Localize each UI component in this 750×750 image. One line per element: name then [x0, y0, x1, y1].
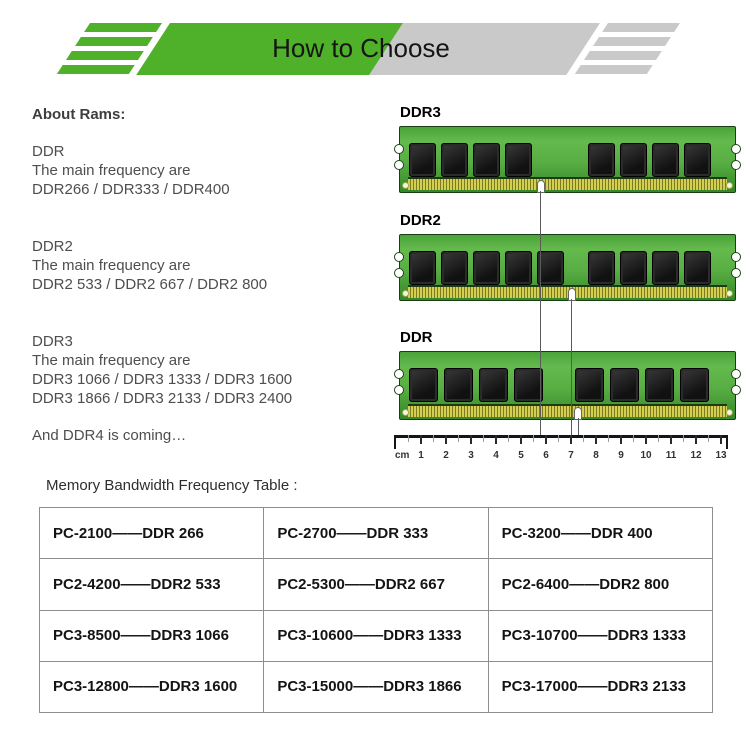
mount-hole — [726, 290, 733, 297]
ruler-number: 4 — [493, 450, 499, 461]
freq-cell: PC3-8500——DDR3 1066 — [40, 610, 264, 661]
ruler-number: 1 — [418, 450, 424, 461]
about-rams-section — [32, 105, 377, 445]
speed-stripe — [602, 23, 680, 32]
ruler-tick — [658, 435, 659, 442]
ruler-number: 3 — [468, 450, 474, 461]
ruler-unit-label: cm — [395, 450, 410, 461]
gold-pins — [408, 404, 727, 417]
ram-chip — [588, 251, 615, 285]
freq-cell: PC3-10700——DDR3 1333 — [488, 610, 712, 661]
ruler-tick — [683, 435, 684, 442]
edge-cutout — [731, 369, 741, 379]
ram-chip — [684, 143, 711, 177]
table-title: Memory Bandwidth Frequency Table : — [46, 477, 298, 494]
ruler-tick — [458, 435, 459, 442]
about-heading: About Rams: — [32, 106, 126, 123]
ruler-number: 5 — [518, 450, 524, 461]
ruler-tick — [633, 435, 634, 442]
edge-cutout — [394, 268, 404, 278]
ddr4-coming-note: And DDR4 is coming… — [32, 427, 187, 444]
ram-module-ddr — [399, 351, 736, 420]
edge-cutout — [394, 144, 404, 154]
chip-group-right — [588, 251, 711, 285]
edge-cutout — [731, 160, 741, 170]
speed-stripe — [75, 37, 153, 46]
ram-generation-name: DDR — [32, 143, 65, 160]
edge-cutout — [394, 385, 404, 395]
ram-chip — [652, 251, 679, 285]
freq-cell: PC-3200——DDR 400 — [488, 508, 712, 559]
ram-frequency-list: DDR3 1066 / DDR3 1333 / DDR3 1600 — [32, 371, 293, 388]
freq-cell: PC3-12800——DDR3 1600 — [40, 661, 264, 712]
ram-label-ddr2: DDR2 — [400, 212, 441, 229]
edge-cutout — [394, 252, 404, 262]
ram-info-ddr — [32, 142, 377, 199]
ruler-tick — [508, 435, 509, 442]
ram-chip — [409, 143, 436, 177]
freq-cell: PC2-5300——DDR2 667 — [264, 559, 488, 610]
ruler-number: 13 — [715, 450, 727, 461]
ram-chip — [537, 251, 564, 285]
ram-chip — [588, 143, 615, 177]
table-row — [40, 610, 713, 661]
ruler-tick — [520, 435, 522, 444]
ram-chip — [409, 251, 436, 285]
ram-generation-name: DDR2 — [32, 238, 73, 255]
speed-stripe — [593, 37, 671, 46]
ruler-tick — [645, 435, 647, 444]
ruler-tick — [408, 435, 409, 442]
speed-stripe — [584, 51, 662, 60]
ram-chip — [441, 251, 468, 285]
ram-frequency-list: DDR2 533 / DDR2 667 / DDR2 800 — [32, 276, 268, 293]
ram-chip — [444, 368, 473, 402]
ram-chip — [684, 251, 711, 285]
ram-frequency-list: DDR3 1866 / DDR3 2133 / DDR3 2400 — [32, 390, 293, 407]
ruler-tick — [620, 435, 622, 444]
ruler-tick — [570, 435, 572, 444]
page-title: How to Choose — [272, 33, 450, 63]
speed-stripe — [575, 65, 653, 74]
ram-chip — [610, 368, 639, 402]
ruler-tick — [545, 435, 547, 444]
ram-chip — [473, 251, 500, 285]
gold-pins — [408, 177, 727, 190]
ram-info-ddr3 — [32, 332, 377, 408]
speed-stripe — [57, 65, 135, 74]
chip-group-left — [409, 143, 532, 177]
speed-stripe — [84, 23, 162, 32]
ruler-number: 6 — [543, 450, 549, 461]
chip-group-right — [575, 368, 709, 402]
ruler-tick — [726, 435, 728, 449]
ruler-tick — [445, 435, 447, 444]
notch-guide-line — [571, 299, 572, 436]
ram-chip — [620, 143, 647, 177]
chip-group-right — [588, 143, 711, 177]
ram-frequency-intro: The main frequency are — [32, 257, 191, 274]
ram-chip — [575, 368, 604, 402]
ruler-tick — [470, 435, 472, 444]
ram-frequency-intro: The main frequency are — [32, 162, 191, 179]
ruler-number: 8 — [593, 450, 599, 461]
freq-cell: PC2-6400——DDR2 800 — [488, 559, 712, 610]
ram-chip — [514, 368, 543, 402]
ruler-tick — [394, 435, 396, 449]
mount-hole — [726, 182, 733, 189]
ram-chip — [441, 143, 468, 177]
key-notch — [537, 180, 545, 193]
freq-cell: PC-2700——DDR 333 — [264, 508, 488, 559]
ruler-tick — [558, 435, 559, 442]
ram-chip — [473, 143, 500, 177]
mount-hole — [402, 290, 409, 297]
ruler-number: 7 — [568, 450, 574, 461]
edge-cutout — [731, 268, 741, 278]
table-row — [40, 661, 713, 712]
ram-chip — [479, 368, 508, 402]
ram-frequency-intro: The main frequency are — [32, 352, 191, 369]
mount-hole — [726, 409, 733, 416]
ruler-number: 2 — [443, 450, 449, 461]
ram-module-ddr3 — [399, 126, 736, 193]
notch-guide-line — [578, 418, 579, 436]
ruler-tick — [720, 435, 722, 444]
ruler-number: 12 — [690, 450, 702, 461]
freq-cell: PC3-17000——DDR3 2133 — [488, 661, 712, 712]
ruler-tick — [608, 435, 609, 442]
mount-hole — [402, 409, 409, 416]
ram-info-ddr2 — [32, 237, 377, 294]
ram-frequency-list: DDR266 / DDR333 / DDR400 — [32, 181, 230, 198]
freq-cell: PC-2100——DDR 266 — [40, 508, 264, 559]
edge-cutout — [394, 160, 404, 170]
ruler-tick — [433, 435, 434, 442]
speed-stripe — [66, 51, 144, 60]
ruler-tick — [695, 435, 697, 444]
key-notch — [568, 288, 576, 301]
edge-cutout — [731, 385, 741, 395]
ram-module-ddr2 — [399, 234, 736, 301]
freq-cell: PC3-15000——DDR3 1866 — [264, 661, 488, 712]
ram-chip — [505, 251, 532, 285]
edge-cutout — [731, 144, 741, 154]
chip-group-left — [409, 368, 543, 402]
ram-label-ddr3: DDR3 — [400, 104, 441, 121]
ruler-number: 11 — [665, 450, 677, 461]
ram-chip — [505, 143, 532, 177]
ruler-tick — [708, 435, 709, 442]
ram-chip — [620, 251, 647, 285]
mount-hole — [402, 182, 409, 189]
ram-label-ddr: DDR — [400, 329, 433, 346]
ruler — [394, 435, 730, 469]
speed-stripes-right — [574, 23, 713, 75]
notch-guide-line — [540, 191, 541, 436]
ruler-number: 9 — [618, 450, 624, 461]
ruler-tick — [595, 435, 597, 444]
ruler-tick — [420, 435, 422, 444]
table-row — [40, 559, 713, 610]
ruler-tick — [533, 435, 534, 442]
ram-chip — [645, 368, 674, 402]
ram-chip — [409, 368, 438, 402]
ram-generation-name: DDR3 — [32, 333, 73, 350]
table-row — [40, 508, 713, 559]
edge-cutout — [731, 252, 741, 262]
ruler-tick — [483, 435, 484, 442]
frequency-table — [39, 507, 713, 713]
freq-cell: PC2-4200——DDR2 533 — [40, 559, 264, 610]
ram-chip — [652, 143, 679, 177]
edge-cutout — [394, 369, 404, 379]
ruler-tick — [495, 435, 497, 444]
freq-cell: PC3-10600——DDR3 1333 — [264, 610, 488, 661]
ram-chip — [680, 368, 709, 402]
ruler-tick — [670, 435, 672, 444]
ruler-tick — [583, 435, 584, 442]
ruler-number: 10 — [640, 450, 652, 461]
